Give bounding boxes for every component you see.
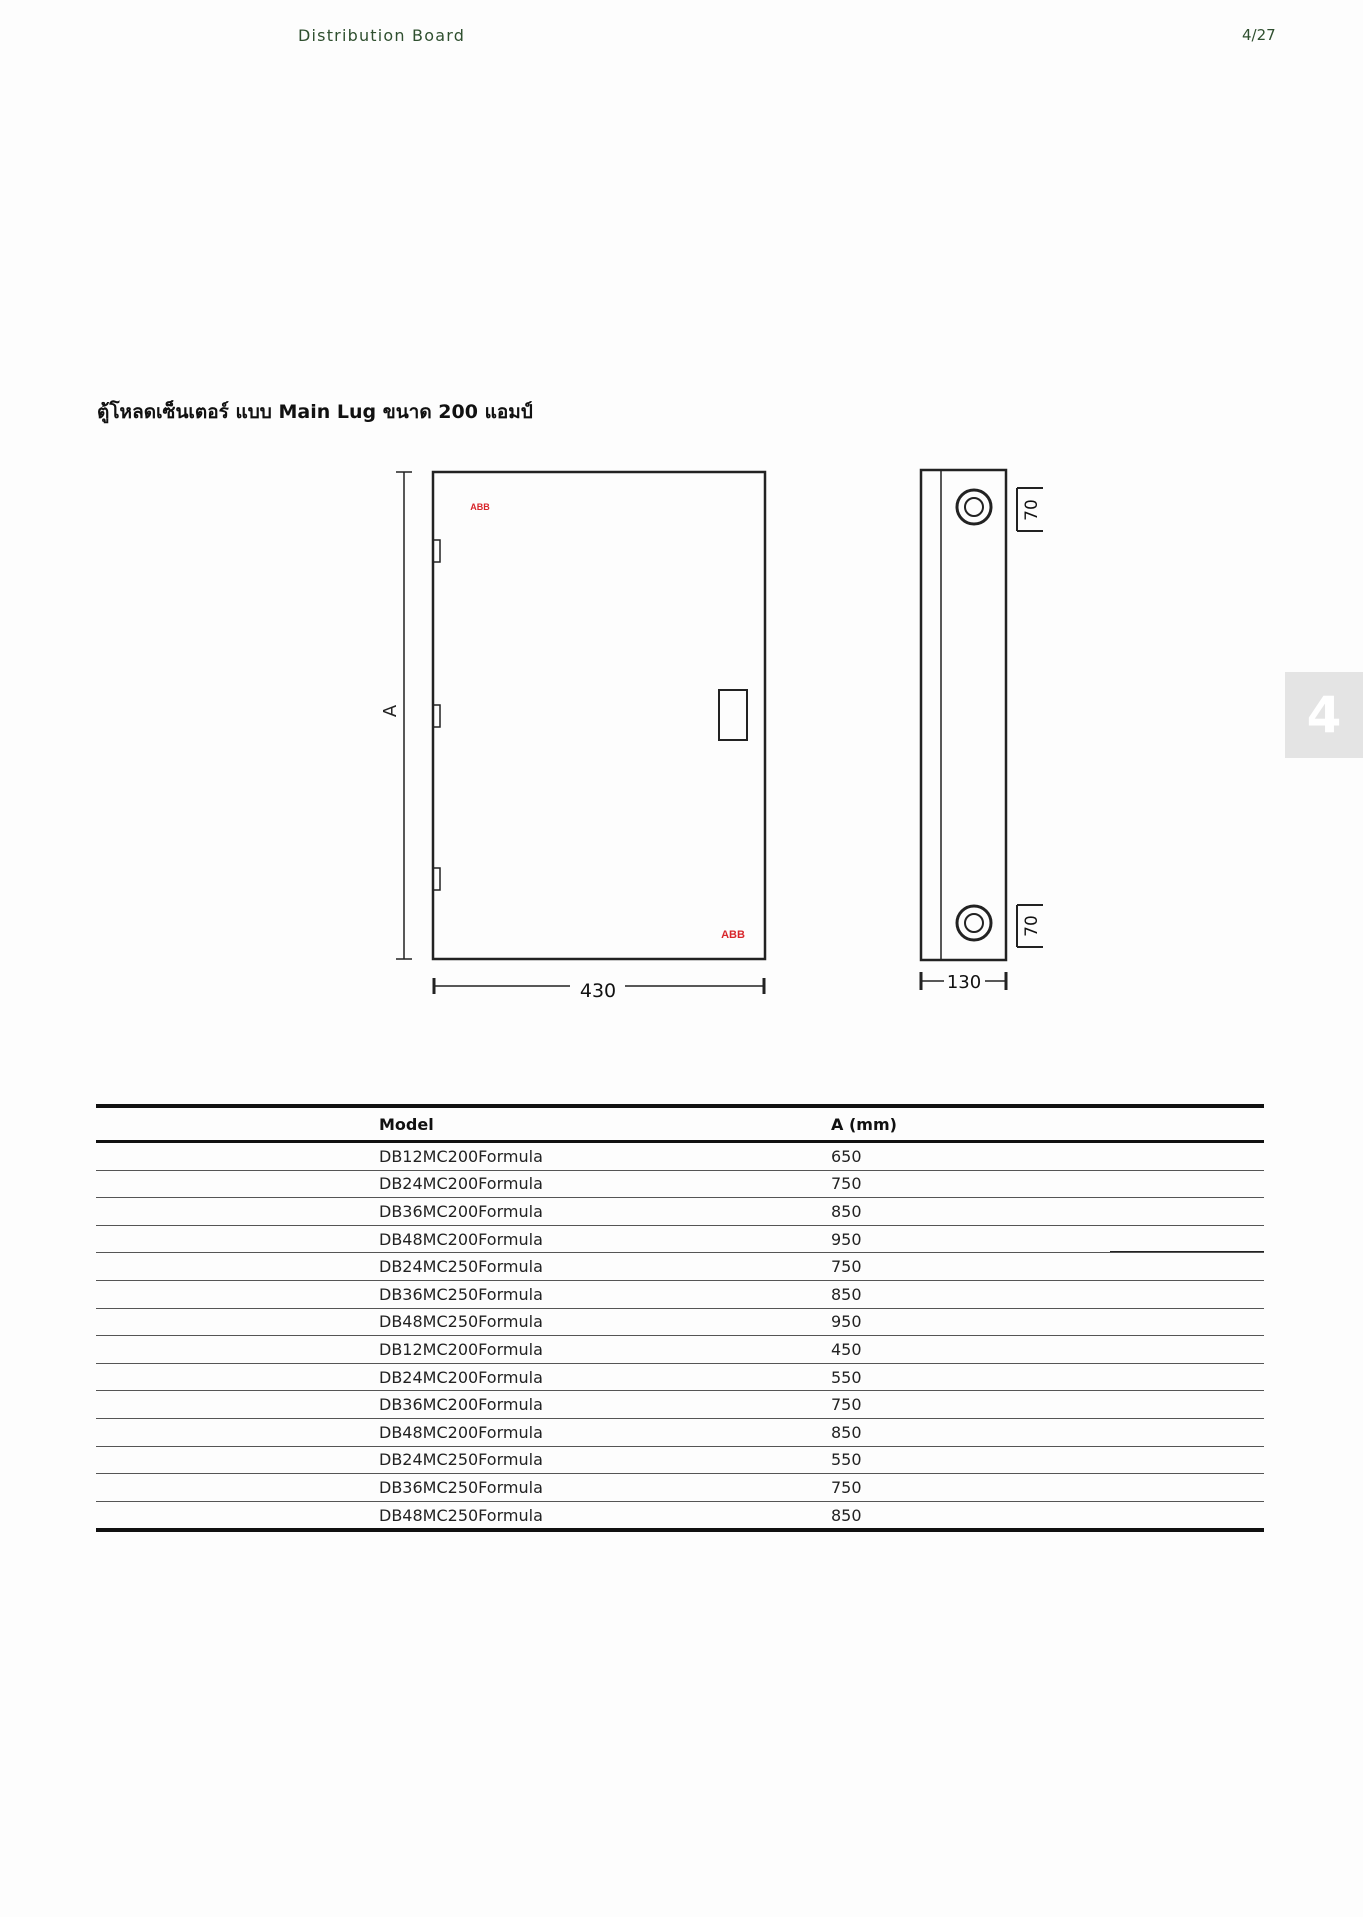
model-cell: DB48MC200Formula: [379, 1422, 543, 1442]
width-label: 430: [579, 980, 617, 1002]
table-row: [96, 1226, 1264, 1254]
model-cell: DB36MC250Formula: [379, 1284, 543, 1304]
model-cell: DB48MC250Formula: [379, 1312, 543, 1332]
model-cell: DB48MC200Formula: [379, 1229, 543, 1249]
header-title: Distribution Board: [298, 26, 466, 45]
model-cell: DB24MC250Formula: [379, 1257, 543, 1277]
offset-label-bottom: 70: [1022, 915, 1042, 937]
front-panel: [433, 472, 765, 959]
knockout-bottom: [957, 906, 991, 940]
table-row: [96, 1447, 1264, 1475]
table-row: [96, 1336, 1264, 1364]
model-cell: DB36MC250Formula: [379, 1477, 543, 1497]
a-mm-cell: 950: [831, 1229, 862, 1249]
a-mm-cell: 650: [831, 1146, 862, 1166]
model-dimension-table: [96, 1104, 1264, 1532]
a-mm-cell: 550: [831, 1367, 862, 1387]
height-label: A: [380, 704, 401, 718]
table-row: [96, 1198, 1264, 1226]
table-row: [96, 1391, 1264, 1419]
table-row: [96, 1474, 1264, 1502]
column-header-model: Model: [379, 1114, 434, 1134]
a-mm-cell: 850: [831, 1284, 862, 1304]
table-row: [96, 1253, 1264, 1281]
table-row: [96, 1309, 1264, 1337]
model-cell: DB36MC200Formula: [379, 1201, 543, 1221]
side-panel: [921, 470, 1006, 960]
brand-mark-top: ABB: [470, 502, 490, 512]
knockout-top: [957, 490, 991, 524]
brand-mark-bottom: ABB: [721, 929, 745, 941]
door-handle: [719, 690, 747, 740]
column-header-a: A (mm): [831, 1114, 897, 1134]
model-cell: DB24MC200Formula: [379, 1174, 543, 1194]
table-row: [96, 1143, 1264, 1171]
a-mm-cell: 850: [831, 1201, 862, 1221]
table-row: [96, 1502, 1264, 1529]
a-mm-cell: 750: [831, 1174, 862, 1194]
page-number: 4/27: [1242, 26, 1276, 44]
a-mm-cell: 750: [831, 1257, 862, 1277]
model-cell: DB12MC200Formula: [379, 1339, 543, 1359]
table-row: [96, 1281, 1264, 1309]
chapter-tab[interactable]: 4: [1285, 672, 1363, 758]
table-row: [96, 1171, 1264, 1199]
a-mm-cell: 850: [831, 1505, 862, 1525]
side-view: [921, 470, 1006, 960]
model-cell: DB12MC200Formula: [379, 1146, 543, 1166]
model-cell: DB36MC200Formula: [379, 1395, 543, 1415]
table-row: [96, 1419, 1264, 1447]
a-mm-cell: 750: [831, 1395, 862, 1415]
offset-label-top: 70: [1022, 499, 1042, 521]
table-row: [96, 1364, 1264, 1392]
front-view: [433, 472, 765, 959]
depth-label: 130: [946, 972, 982, 993]
a-mm-cell: 850: [831, 1422, 862, 1442]
a-mm-cell: 950: [831, 1312, 862, 1332]
a-mm-cell: 450: [831, 1339, 862, 1359]
model-cell: DB24MC200Formula: [379, 1367, 543, 1387]
table-header: [96, 1108, 1264, 1143]
section-title: ตู้โหลดเซ็นเตอร์ แบบ Main Lug ขนาด 200 แอมป์: [97, 401, 533, 423]
model-cell: DB48MC250Formula: [379, 1505, 543, 1525]
a-mm-cell: 750: [831, 1477, 862, 1497]
a-mm-cell: 550: [831, 1450, 862, 1470]
model-cell: DB24MC250Formula: [379, 1450, 543, 1470]
divider: [1110, 1251, 1264, 1252]
